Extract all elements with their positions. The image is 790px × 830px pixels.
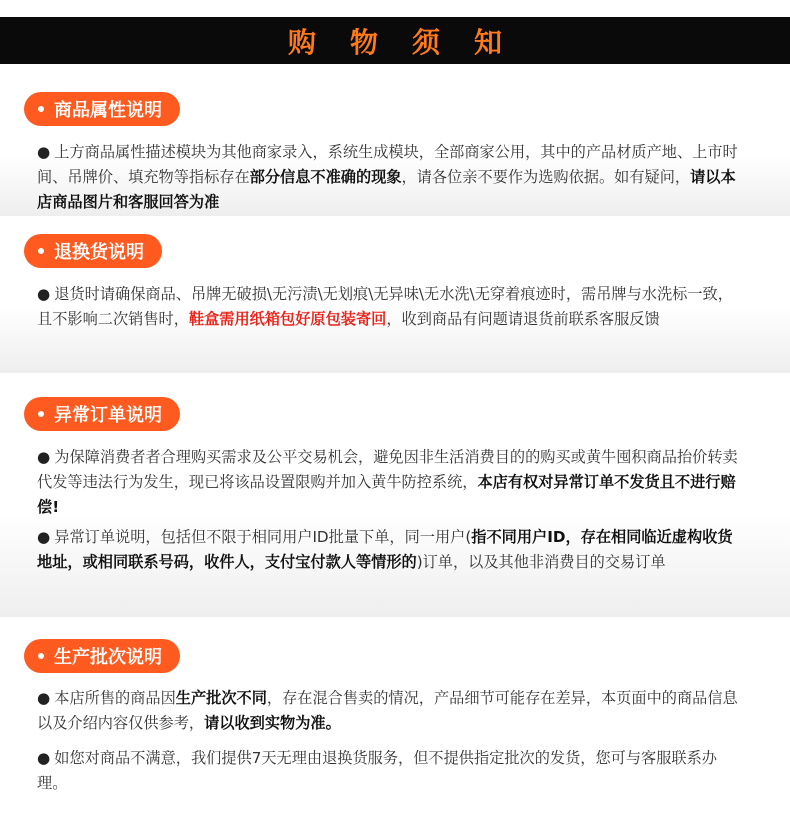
text-run-bold: 本店有权对异常订单不发货且不进行赔偿! (37, 473, 736, 516)
section-heading-pill (24, 639, 180, 673)
text-run: ，存在混合售卖的情况，产品细节可能存在差异，本页面中的商品信息以及介绍内容仅供参考， (37, 689, 738, 732)
text-run: ，请各位亲不要作为选购依据。如有疑问， (401, 168, 691, 186)
paragraph (37, 282, 747, 332)
bullet-icon: ● (37, 689, 51, 707)
section-production-batch (0, 627, 790, 827)
bullet-dot-icon (38, 106, 44, 112)
text-run: 如您对商品不满意，我们提供7天无理由退换货服务，但不提供指定批次的发货，您可与客服联系办理。 (37, 749, 717, 792)
paragraph (37, 686, 747, 736)
header-banner (0, 17, 790, 64)
page-title: 购物须知 (287, 25, 536, 59)
text-run: 上方商品属性描述模块为其他商家录入，系统生成模块，全部商家公用，其中的产品材质产地、上市时间、吊牌价、填充物等指标存在 (37, 143, 738, 186)
section-returns (0, 225, 790, 373)
bullet-icon: ● (37, 285, 51, 303)
section-heading: 退换货说明 (54, 242, 144, 263)
text-run: 本店所售的商品因 (54, 689, 176, 707)
text-run-bold: 生产批次不同 (175, 689, 267, 707)
paragraph (37, 140, 747, 215)
section-heading-pill (24, 234, 162, 268)
section-heading: 生产批次说明 (54, 647, 162, 668)
section-heading: 商品属性说明 (54, 100, 162, 121)
section-heading-pill (24, 397, 180, 431)
bullet-dot-icon (38, 248, 44, 254)
text-run-bold: 请以收到实物为准。 (204, 714, 341, 732)
paragraph (37, 445, 747, 520)
text-run: ，收到商品有问题请退货前联系客服反馈 (386, 310, 660, 328)
section-product-attributes (0, 82, 790, 216)
bullet-dot-icon (38, 653, 44, 659)
bullet-icon: ● (37, 528, 51, 546)
text-run-highlight: 鞋盒需用纸箱包好原包装寄回 (188, 310, 387, 328)
bullet-icon: ● (37, 448, 51, 466)
text-run-bold: 指不同用户ID，存在相同临近虚构收货地址，或相同联系号码，收件人，支付宝付款人等情形的 (37, 528, 733, 571)
paragraph (37, 525, 747, 575)
section-heading: 异常订单说明 (54, 405, 162, 426)
text-run: )订单，以及其他非消费目的交易订单 (416, 553, 666, 571)
text-run: 退货时请确保商品、吊牌无破损\无污渍\无划痕\无异味\无水洗\无穿着痕迹时，需吊牌与水洗标一致，且不影响二次销售时， (37, 285, 733, 328)
paragraph (37, 746, 747, 796)
text-run-bold: 请以本店商品图片和客服回答为准 (37, 168, 736, 211)
bullet-dot-icon (38, 411, 44, 417)
section-abnormal-orders (0, 387, 790, 617)
section-heading-pill (24, 92, 180, 126)
bullet-icon: ● (37, 749, 51, 767)
text-run: 异常订单说明，包括但不限于相同用户ID批量下单，同一用户( (54, 528, 472, 546)
text-run: 为保障消费者者合理购买需求及公平交易机会，避免因非生活消费目的的购买或黄牛囤积商品抬价转卖代发等违法行为发生，现已将该品设置限购并加入黄牛防控系统， (37, 448, 738, 491)
bullet-icon: ● (37, 143, 51, 161)
text-run-bold: 部分信息不准确的现象 (249, 168, 402, 186)
